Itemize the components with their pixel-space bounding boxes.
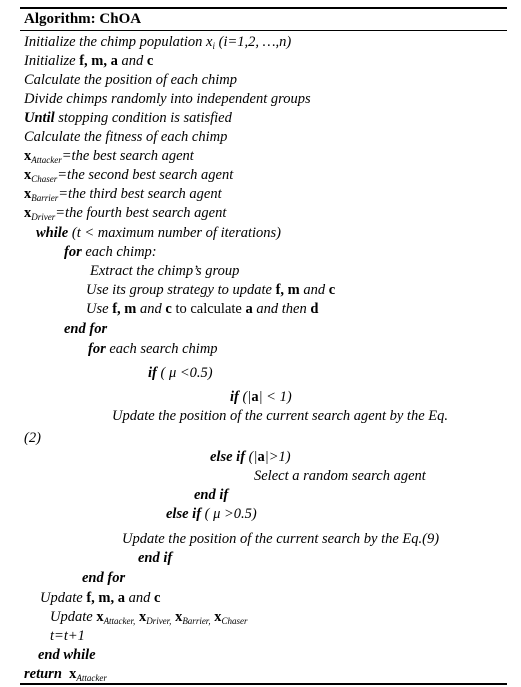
line-end-for-1: end for [64, 321, 108, 337]
title-rule [20, 30, 507, 31]
line-while: while (t < maximum number of iterations) [36, 225, 281, 241]
line-for-each-search-chimp: for each search chimp [88, 341, 218, 357]
line-else-if-mu: else if ( μ >0.5) [166, 506, 257, 522]
bottom-rule [20, 683, 507, 685]
line-for-each-chimp: for each chimp: [64, 244, 157, 260]
line-else-if-a: else if (|a|>1) [210, 449, 291, 465]
line-divide-groups: Divide chimps randomly into independent groups [24, 91, 311, 107]
line-select-random: Select a random search agent [254, 468, 426, 484]
line-x-chaser: $x_{Chaser}=the$ second best search agent [24, 167, 234, 184]
line-end-for-2: end for [82, 570, 126, 586]
line-increment-t: t=t+1 [50, 628, 85, 644]
line-return: return $x_{Attacker}$ [24, 666, 107, 683]
line-update-eq9: Update the position of the current search by the Eq.(9) [122, 531, 440, 547]
line-use-group-strategy: Use its group strategy to update f, m and c [86, 282, 336, 298]
line-end-while: end while [38, 647, 96, 663]
line-end-if-2: end if [138, 550, 173, 566]
line-calc-fitness: Calculate the fitness of each chimp [24, 129, 228, 145]
line-update-eq2: Update the position of the current search agent by the Eq. [112, 408, 448, 424]
line-extract-group: Extract the chimp’s group [90, 263, 240, 279]
line-until: Until stopping condition is satisfied [24, 110, 232, 126]
line-x-attacker: $x_{Attacker}=the$ best search agent [24, 148, 194, 165]
line-if-a-less: if (|a| < 1) [230, 389, 292, 405]
line-eq2-ref: (2) [24, 430, 41, 446]
top-rule [20, 7, 507, 9]
line-update-fmac: Update f, m, a and c [40, 590, 161, 606]
line-update-x: Update $x_{Attacker,}$ $x_{Driver,}$ $x_{Barrier,}$ $x_{Chaser}$ [50, 609, 248, 626]
line-x-barrier: $x_{Barrier}=the$ third best search agent [24, 186, 222, 203]
algorithm-title: Algorithm: ChOA [24, 11, 142, 27]
line-if-mu: if ( μ <0.5) [148, 365, 213, 381]
line-init-population: Initialize the chimp population $x_i$ (i=1,2, …,n) [24, 34, 292, 51]
line-use-fmc: Use f, m and c to calculate a and then d [86, 301, 319, 317]
line-calc-position: Calculate the position of each chimp [24, 72, 238, 88]
line-init-params: Initialize f, m, a and c [24, 53, 154, 69]
line-end-if-1: end if [194, 487, 229, 503]
line-x-driver: $x_{Driver}=the$ fourth best search agent [24, 205, 227, 222]
